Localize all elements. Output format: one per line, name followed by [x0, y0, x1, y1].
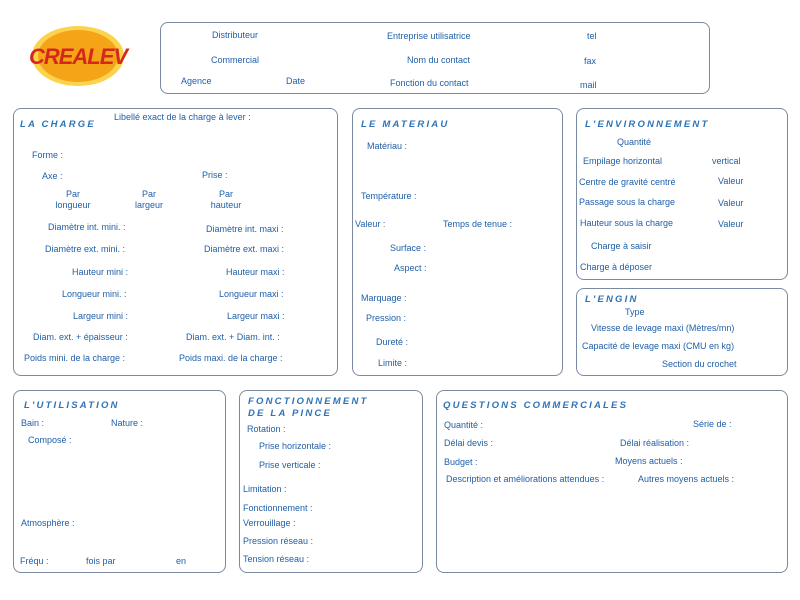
q-budget: Budget :: [444, 457, 478, 467]
charge-par-largeur: Par largeur: [134, 189, 163, 210]
util-fois-par: fois par: [86, 556, 116, 566]
env-charge-saisir: Charge à saisir: [591, 241, 652, 251]
materiau-materiau: Matériau :: [367, 141, 408, 151]
charge-forme: Forme :: [32, 150, 64, 160]
charge-par-longueur: Par longueur: [55, 189, 91, 210]
util-en: en: [176, 556, 187, 566]
fonct-tension-reseau: Tension réseau :: [243, 554, 310, 564]
crealev-logo: [20, 20, 135, 90]
charge-largeur-mini: Largeur mini :: [73, 311, 129, 321]
env-passage: Passage sous la charge: [579, 197, 676, 207]
header-fonction-contact: Fonction du contact: [390, 78, 469, 88]
charge-diam-ext-int: Diam. ext. + Diam. int. :: [186, 332, 280, 342]
materiau-surface: Surface :: [390, 243, 427, 253]
util-atmosphere: Atmosphère :: [21, 518, 75, 528]
engin-section: Section du crochet: [662, 359, 737, 369]
env-empilage-horizontal: Empilage horizontal: [583, 156, 663, 166]
materiau-aspect: Aspect :: [394, 263, 427, 273]
charge-longueur-maxi: Longueur maxi :: [219, 289, 284, 299]
header-commercial: Commercial: [211, 55, 260, 65]
util-frequ: Fréqu :: [20, 556, 49, 566]
charge-par-hauteur: Par hauteur: [210, 189, 242, 210]
charge-diam-ext-mini: Diamètre ext. mini. :: [45, 244, 126, 254]
util-nature: Nature :: [111, 418, 144, 428]
q-delai-realisation: Délai réalisation :: [620, 438, 690, 448]
fonct-prise-horizontale: Prise horizontale :: [259, 441, 332, 451]
env-hauteur-sous: Hauteur sous la charge: [580, 218, 674, 228]
q-moyens-actuels: Moyens actuels :: [615, 456, 683, 466]
materiau-marquage: Marquage :: [361, 293, 407, 303]
materiau-temps-tenue: Temps de tenue :: [443, 219, 513, 229]
env-valeur-3: Valeur: [718, 219, 744, 229]
logo-text: CREALEV: [28, 44, 128, 69]
utilisation-title: L'UTILISATION: [24, 400, 120, 411]
materiau-temperature: Température :: [361, 191, 417, 201]
fonct-limitation: Limitation :: [243, 484, 287, 494]
charge-poids-maxi: Poids maxi. de la charge :: [179, 353, 283, 363]
charge-hauteur-maxi: Hauteur maxi :: [226, 267, 285, 277]
environnement-title: L'ENVIRONNEMENT: [585, 119, 710, 130]
header-distributeur: Distributeur: [212, 30, 259, 40]
header-mail: mail: [580, 80, 597, 90]
fonct-fonctionnement: Fonctionnement :: [243, 503, 313, 513]
fonct-rotation: Rotation :: [247, 424, 286, 434]
header-entreprise: Entreprise utilisatrice: [387, 31, 471, 41]
charge-diam-int-mini: Diamètre int. mini. :: [48, 222, 126, 232]
charge-diam-ext-epaisseur: Diam. ext. + épaisseur :: [33, 332, 128, 342]
q-description: Description et améliorations attendues :: [446, 474, 605, 484]
fonctionnement-title-2: DE LA PINCE: [248, 408, 333, 419]
q-autres-moyens: Autres moyens actuels :: [638, 474, 735, 484]
charge-prise: Prise :: [202, 170, 228, 180]
charge-axe: Axe :: [42, 171, 63, 181]
materiau-valeur: Valeur :: [355, 219, 386, 229]
util-bain: Bain :: [21, 418, 45, 428]
engin-type: Type: [625, 307, 645, 317]
q-serie: Série de :: [693, 419, 732, 429]
q-quantite: Quantité :: [444, 420, 484, 430]
materiau-pression: Pression :: [366, 313, 407, 323]
fonct-prise-verticale: Prise verticale :: [259, 460, 321, 470]
charge-poids-mini: Poids mini. de la charge :: [24, 353, 126, 363]
q-delai-devis: Délai devis :: [444, 438, 494, 448]
charge-longueur-mini: Longueur mini. :: [62, 289, 127, 299]
env-centre-gravite: Centre de gravité centré: [579, 177, 676, 187]
header-fax: fax: [584, 56, 597, 66]
env-valeur-1: Valeur: [718, 176, 744, 186]
environnement-box: [576, 108, 788, 280]
charge-libelle: Libellé exact de la charge à lever :: [114, 112, 251, 122]
materiau-durete: Dureté :: [376, 337, 409, 347]
charge-hauteur-mini: Hauteur mini :: [72, 267, 129, 277]
header-agence: Agence: [181, 76, 212, 86]
materiau-title: LE MATERIAU: [361, 119, 450, 130]
env-charge-deposer: Charge à déposer: [580, 262, 653, 272]
env-quantite: Quantité: [617, 137, 652, 147]
engin-title: L'ENGIN: [585, 294, 639, 305]
env-valeur-2: Valeur: [718, 198, 744, 208]
fonctionnement-title-1: FONCTIONNEMENT: [248, 396, 369, 407]
charge-largeur-maxi: Largeur maxi :: [227, 311, 285, 321]
materiau-limite: Limite :: [378, 358, 408, 368]
header-date: Date: [286, 76, 306, 86]
fonct-pression-reseau: Pression réseau :: [243, 536, 314, 546]
questions-title: QUESTIONS COMMERCIALES: [443, 400, 629, 411]
header-tel: tel: [587, 31, 597, 41]
engin-vitesse: Vitesse de levage maxi (Mètres/mn): [591, 323, 735, 333]
charge-diam-ext-maxi: Diamètre ext. maxi :: [204, 244, 285, 254]
header-nom-contact: Nom du contact: [407, 55, 471, 65]
env-vertical: vertical: [712, 156, 741, 166]
charge-title: LA CHARGE: [20, 119, 96, 130]
engin-capacite: Capacité de levage maxi (CMU en kg): [582, 341, 735, 351]
util-compose: Composé :: [28, 435, 72, 445]
fonct-verrouillage: Verrouillage :: [243, 518, 296, 528]
charge-diam-int-maxi: Diamètre int. maxi :: [206, 224, 284, 234]
